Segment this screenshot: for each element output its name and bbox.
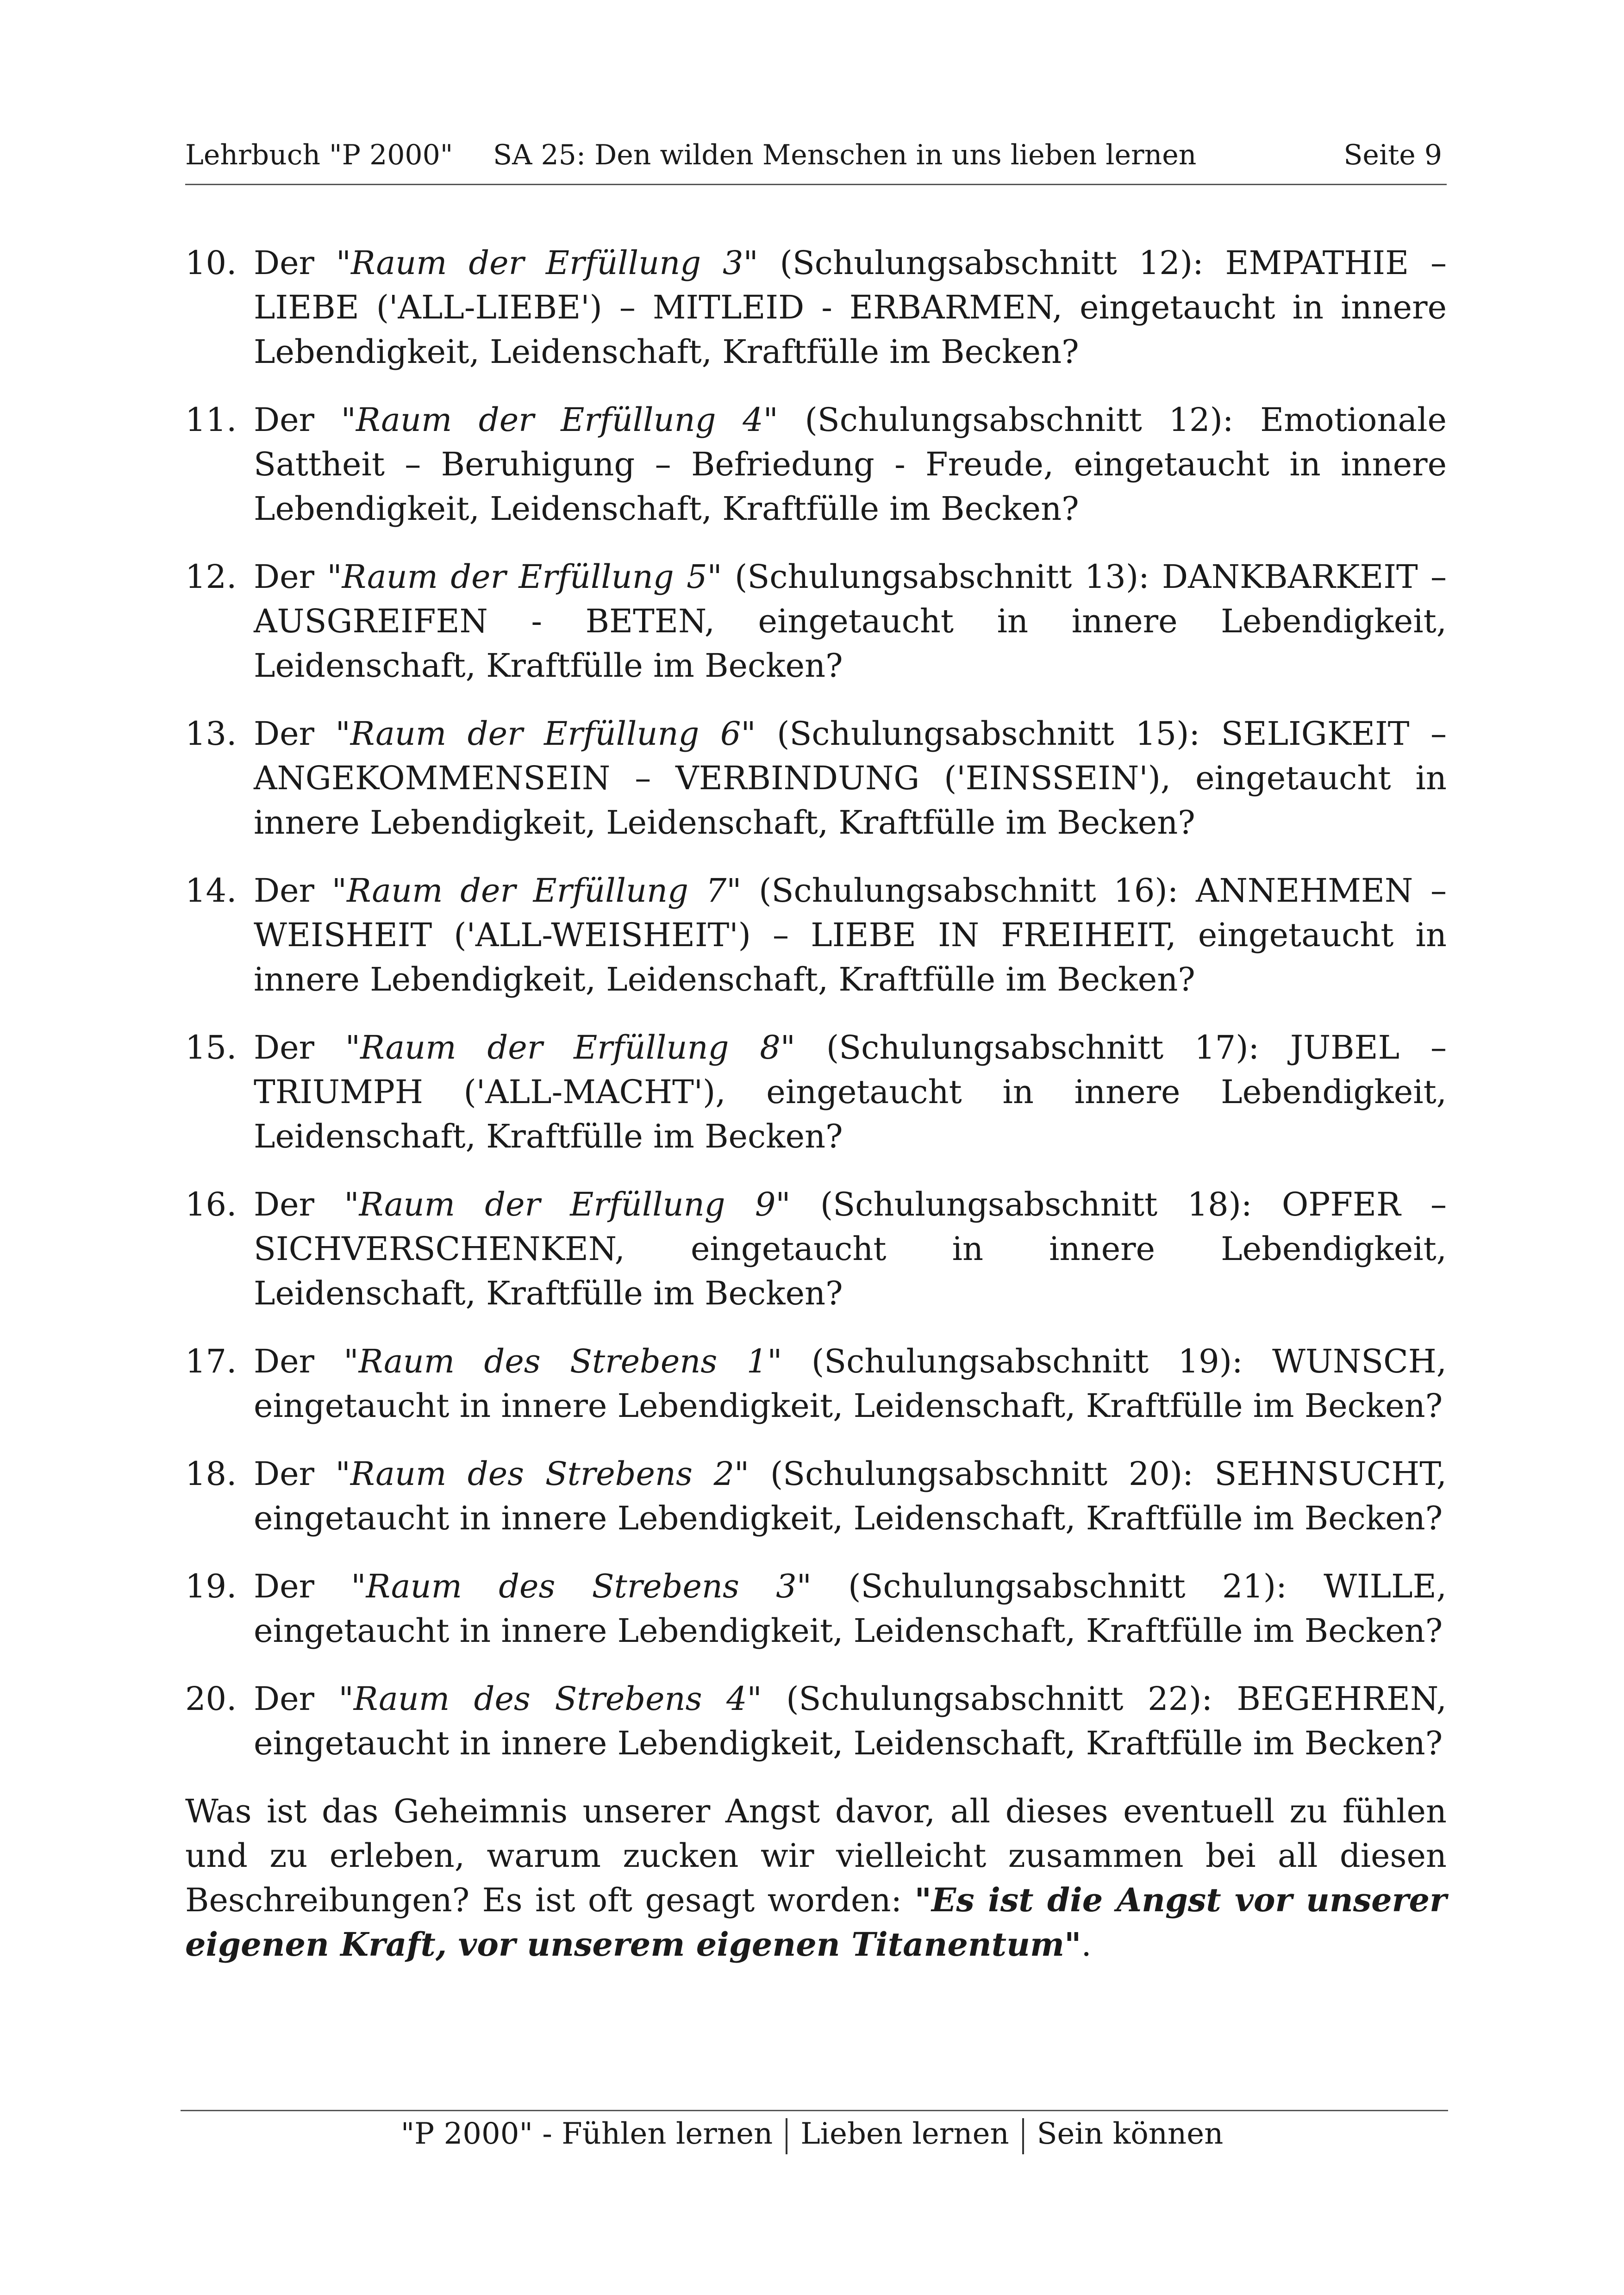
item-text: (Schulungsabschnitt 17): JUBEL – TRIUMPH ('ALL-MACHT'), eingetaucht in innere Lebendigkeit, Leidenschaft, Kraftfülle im Becken?: [254, 1029, 1447, 1155]
item-prefix: Der: [254, 1680, 339, 1718]
item-text: (Schulungsabschnitt 20): SEHNSUCHT, eingetaucht in innere Lebendigkeit, Leidenschaft, Kraftfülle im Becken?: [254, 1455, 1447, 1537]
item-room-name: "Raum des Strebens 2": [335, 1455, 750, 1493]
item-number: 16.: [185, 1185, 237, 1223]
header-section-title: SA 25: Den wilden Menschen in uns lieben lernen: [493, 139, 1197, 171]
list-item: [185, 241, 1447, 374]
list-item: [185, 398, 1447, 531]
list-item: [185, 1564, 1447, 1653]
item-prefix: Der: [254, 558, 327, 596]
item-prefix: Der: [254, 1185, 344, 1223]
item-prefix: Der: [254, 244, 336, 282]
item-room-name: "Raum der Erfüllung 3": [336, 244, 758, 282]
list-item: [185, 555, 1447, 688]
item-room-name: "Raum der Erfüllung 9": [344, 1185, 791, 1223]
page-header: [185, 135, 1447, 185]
item-number: 20.: [185, 1680, 237, 1718]
list-item: [185, 711, 1447, 845]
item-number: 10.: [185, 244, 237, 282]
list-item: [185, 868, 1447, 1002]
item-text: (Schulungsabschnitt 16): ANNEHMEN – WEISHEIT ('ALL-WEISHEIT') – LIEBE IN FREIHEIT, eingetaucht in innere Lebendigkeit, Leidenschaft, Kraftfülle im Becken?: [254, 872, 1447, 998]
item-text: (Schulungsabschnitt 18): OPFER – SICHVERSCHENKEN, eingetaucht in innere Lebendigkeit, Leidenschaft, Kraftfülle im Becken?: [254, 1185, 1447, 1312]
list-item: [185, 1339, 1447, 1428]
item-text: (Schulungsabschnitt 12): Emotionale Sattheit – Beruhigung – Befriedung - Freude, eingetaucht in innere Lebendigkeit, Leidenschaft, Kraftfülle im Becken?: [254, 401, 1447, 528]
list-item: [185, 1025, 1447, 1159]
item-room-name: "Raum der Erfüllung 8": [345, 1029, 795, 1066]
closing-end: .: [1081, 1926, 1092, 1964]
list-item: [185, 1182, 1447, 1316]
item-prefix: Der: [254, 872, 332, 910]
item-prefix: Der: [254, 401, 341, 439]
item-room-name: "Raum der Erfüllung 5": [327, 558, 722, 596]
footer-divider: [181, 2110, 1448, 2111]
item-number: 13.: [185, 715, 237, 753]
item-text: (Schulungsabschnitt 19): WUNSCH, eingetaucht in innere Lebendigkeit, Leidenschaft, Kraftfülle im Becken?: [254, 1342, 1447, 1425]
page-footer: [0, 2113, 1624, 2155]
item-prefix: Der: [254, 1029, 345, 1066]
item-prefix: Der: [254, 1342, 344, 1380]
item-text: (Schulungsabschnitt 12): EMPATHIE – LIEBE ('ALL-LIEBE') – MITLEID - ERBARMEN, eingetaucht in innere Lebendigkeit, Leidenschaft, Kraftfülle im Becken?: [254, 244, 1447, 371]
item-room-name: "Raum des Strebens 3": [351, 1567, 812, 1605]
item-room-name: "Raum des Strebens 1": [344, 1342, 782, 1380]
footer-part-2: Lieben lernen: [800, 2117, 1009, 2151]
closing-quote: "Es ist die Angst vor unserer eigenen Kraft, vor unserem eigenen Titanentum": [185, 1881, 1447, 1964]
item-text: (Schulungsabschnitt 22): BEGEHREN, eingetaucht in innere Lebendigkeit, Leidenschaft, Kraftfülle im Becken?: [254, 1680, 1447, 1762]
header-book-title: Lehrbuch "P 2000": [185, 139, 453, 171]
list-item: [185, 1452, 1447, 1540]
question-list: [185, 241, 1447, 1765]
footer-part-3: Sein können: [1037, 2117, 1224, 2151]
item-room-name: "Raum der Erfüllung 4": [341, 401, 778, 439]
item-room-name: "Raum des Strebens 4": [338, 1680, 762, 1718]
item-number: 19.: [185, 1567, 237, 1605]
item-text: (Schulungsabschnitt 15): SELIGKEIT – ANGEKOMMENSEIN – VERBINDUNG ('EINSSEIN'), eingetaucht in innere Lebendigkeit, Leidenschaft, Kraftfülle im Becken?: [254, 715, 1447, 842]
item-number: 11.: [185, 401, 237, 439]
item-number: 18.: [185, 1455, 237, 1493]
item-number: 15.: [185, 1029, 237, 1066]
item-prefix: Der: [254, 1567, 351, 1605]
item-text: (Schulungsabschnitt 13): DANKBARKEIT – AUSGREIFEN - BETEN, eingetaucht in innere Lebendigkeit, Leidenschaft, Kraftfülle im Becken?: [254, 558, 1447, 685]
item-room-name: "Raum der Erfüllung 6": [335, 715, 756, 753]
footer-part-1: "P 2000" - Fühlen lernen: [400, 2117, 773, 2151]
list-item: [185, 1677, 1447, 1765]
item-text: (Schulungsabschnitt 21): WILLE, eingetaucht in innere Lebendigkeit, Leidenschaft, Kraftfülle im Becken?: [254, 1567, 1447, 1650]
item-room-name: "Raum der Erfüllung 7": [331, 872, 742, 910]
item-prefix: Der: [254, 1455, 336, 1493]
item-prefix: Der: [254, 715, 336, 753]
item-number: 14.: [185, 872, 237, 910]
closing-paragraph: [185, 1789, 1447, 1967]
item-number: 17.: [185, 1342, 237, 1380]
item-number: 12.: [185, 558, 237, 596]
header-page-number: Seite 9: [1343, 139, 1442, 171]
main-content: [185, 241, 1447, 1999]
closing-text: Was ist das Geheimnis unserer Angst davor, all dieses eventuell zu fühlen und zu erleben, warum zucken wir vielleicht zusammen bei all diesen Beschreibungen? Es ist oft gesagt worden:: [185, 1792, 1447, 1919]
